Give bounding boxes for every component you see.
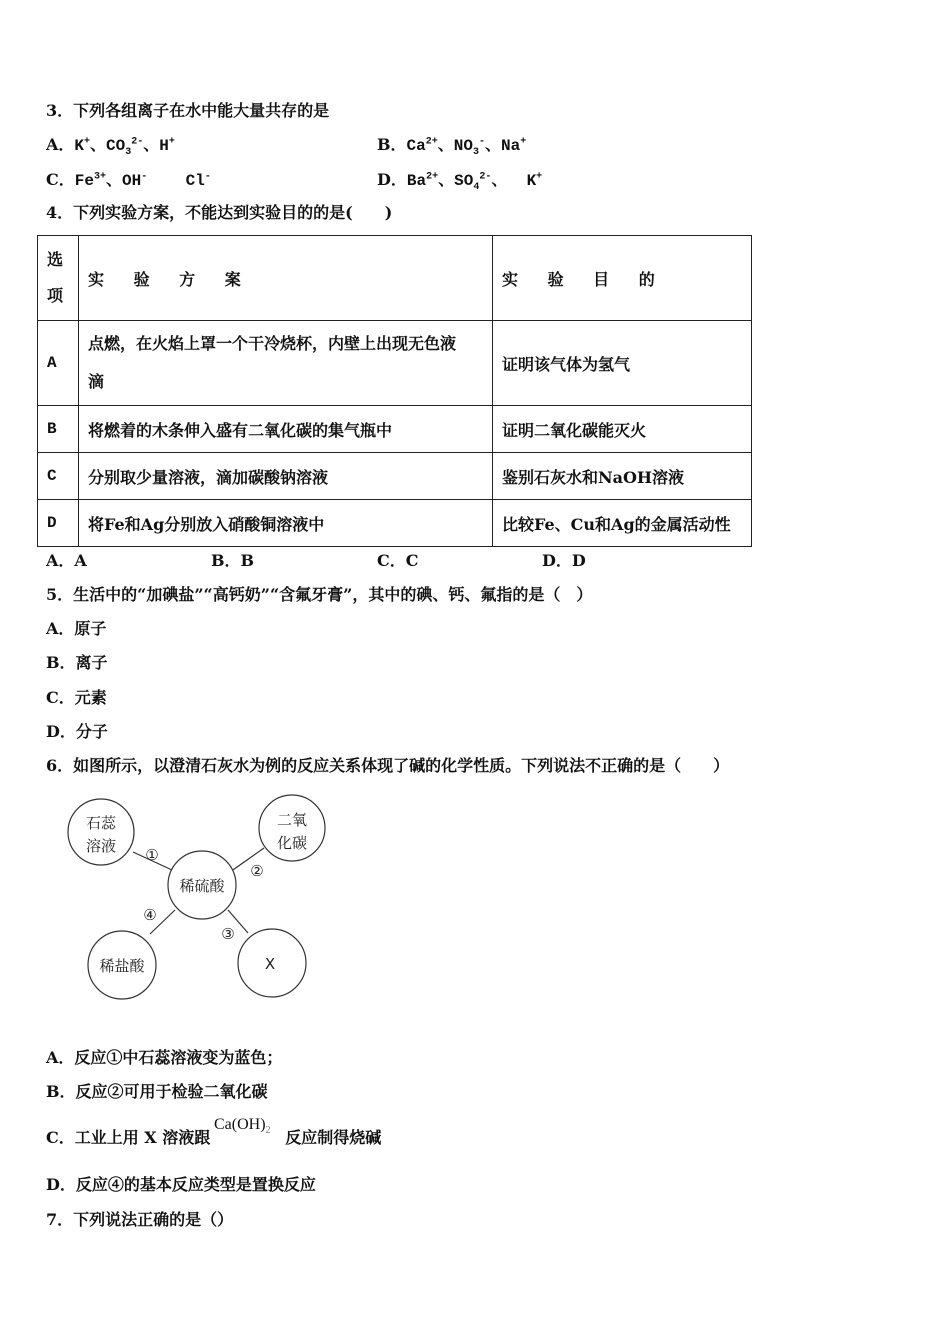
litmus-label-2: 溶液 [85, 837, 117, 855]
q6-stem: 6．如图所示，以澄清石灰水为例的反应关系体现了碱的化学性质。下列说法不正确的是（ ） [46, 756, 730, 775]
header-plan: 实 验 方 案 [79, 236, 493, 321]
row-goal: 证明该气体为氢气 [493, 321, 752, 406]
litmus-label-1: 石蕊 [85, 814, 117, 832]
q4-choice-d: D．D [542, 551, 586, 570]
q7-stem: 7．下列说法正确的是（） [46, 1210, 234, 1229]
row-plan: 将Fe和Ag分别放入硝酸铜溶液中 [79, 500, 493, 547]
header-option: 选 项 [38, 236, 79, 321]
row-goal: 鉴别石灰水和NaOH溶液 [493, 453, 752, 500]
marker-4: ④ [143, 906, 157, 924]
center-label: 稀硫酸 [179, 877, 225, 895]
row-option: C [38, 453, 79, 500]
q6-option-d: D．反应④的基本反应类型是置换反应 [46, 1175, 316, 1194]
q3-option-c: C．$Fe^{3+}$、OH- Cl- [46, 170, 211, 190]
q3-stem: 3．下列各组离子在水中能大量共存的是 [46, 101, 330, 120]
q5-option-a: A．原子 [46, 619, 107, 638]
litmus-node [68, 799, 134, 865]
row-goal: 比较Fe、Cu和Ag的金属活动性 [493, 500, 752, 547]
q5-stem: 5．生活中的“加碘盐”“高钙奶”“含氟牙膏”，其中的碘、钙、氟指的是（ ） [46, 585, 593, 604]
row-goal: 证明二氧化碳能灭火 [493, 406, 752, 453]
marker-2: ② [250, 862, 264, 880]
q6-option-c: C．工业上用 X 溶液跟 反应制得烧碱 [46, 1128, 382, 1147]
q4-stem: 4．下列实验方案，不能达到实验目的的是( ) [46, 203, 393, 222]
row-plan: 将燃着的木条伸入盛有二氧化碳的集气瓶中 [79, 406, 493, 453]
q3-option-d: D．$Ba^{2+}$、$SO_4^{2-}$、 K+ [377, 170, 543, 194]
row-option: A [38, 321, 79, 406]
row-option: B [38, 406, 79, 453]
calcium-hydroxide-formula: $Ca(OH)_2$ [214, 1116, 271, 1137]
q5-option-b: B．离子 [46, 653, 108, 672]
q6-option-a: A．反应①中石蕊溶液变为蓝色； [46, 1048, 283, 1067]
row-plan: 点燃，在火焰上罩一个干冷烧杯，内壁上出现无色液 滴 [79, 321, 493, 406]
q3-option-b: B．$Ca^{2+}$、$NO_3^-$、Na+ [377, 135, 527, 159]
q4-choice-c: C．C [377, 551, 419, 570]
co2-label-1: 二氧 [276, 811, 308, 829]
row-plan: 分别取少量溶液，滴加碳酸钠溶液 [79, 453, 493, 500]
marker-1: ① [145, 846, 159, 864]
q4-choice-b: B．B [211, 551, 255, 570]
q6-option-b: B．反应②可用于检验二氧化碳 [46, 1082, 268, 1101]
q5-option-c: C．元素 [46, 688, 107, 707]
x-label: X [264, 955, 276, 973]
co2-label-2: 化碳 [276, 834, 308, 852]
marker-3: ③ [221, 925, 235, 943]
hcl-label: 稀盐酸 [99, 957, 145, 975]
q3-option-a: A．K+、$CO_3^{2-}$、H+ [46, 135, 175, 159]
q4-choice-a: A．A [46, 551, 87, 570]
row-option: D [38, 500, 79, 547]
header-goal: 实 验 目 的 [493, 236, 752, 321]
q5-option-d: D．分子 [46, 722, 108, 741]
